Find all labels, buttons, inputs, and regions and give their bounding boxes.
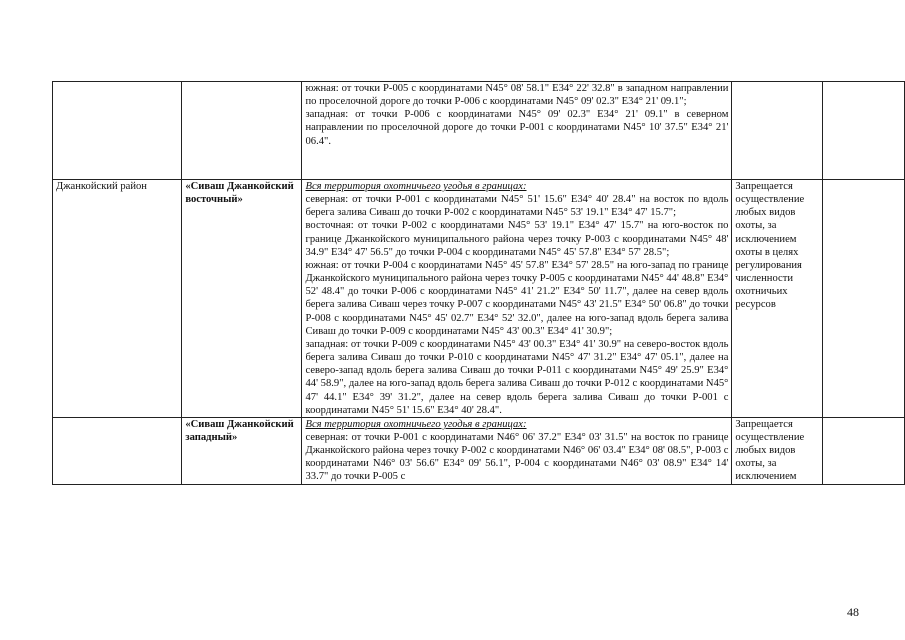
restriction-note-cell: Запрещается осуществление любых видов охоты, за исключением [732, 417, 822, 484]
restriction-note-cell: Запрещается осуществление любых видов охоты, за исключением охоты в целях регулирования численности охотничьих ресурсов [732, 180, 822, 418]
boundary-paragraph: северная: от точки P-001 с координатами N46° 06' 37.2" E34° 03' 31.5" на восток по границе Джанкойского района через точку P-002 с координатами N46° 06' 03.4" E34° 08' 08.5", P-003 с координатами N46° 03' 56.6" E34° 09' 56.1", P-004 с координатами N46° 03' 08.9" E34° 14' 33.7" до точки P-005 с [305, 431, 729, 483]
table-row [53, 180, 905, 418]
district-cell [53, 82, 182, 180]
boundary-description-cell [302, 180, 732, 418]
boundary-paragraph: южная: от точки P-004 с координатами N45° 45' 57.8" E34° 57' 28.5" на юго-запад по границе Джанкойского муниципального района через точку P-005 с координатами N45° 44' 48.8" E34° 52' 48.4" до точки P-006 с координатами N45° 41' 21.2" E34° 50' 11.7", далее на север вдоль берега залива Сиваш через точку P-007 с координатами N45° 43' 21.5" E34° 50' 06.8" до точки P-008 с координатами N45° 45' 02.7" E34° 52' 32.0", далее на юго-запад вдоль берега залива Сиваш до точки P-009 с координатами N45° 43' 00.3" E34° 41' 30.9"; [305, 259, 729, 337]
empty-cell [822, 180, 904, 418]
boundary-paragraph: западная: от точки P-006 с координатами N45° 09' 02.3" E34° 21' 09.1" в северном направлении по проселочной дороге до точки P-001 с координатами N45° 10' 37.5" E34° 21' 06.4". [305, 109, 729, 147]
boundary-paragraph: южная: от точки P-005 с координатами N45° 08' 58.1" E34° 22' 32.8" в западном направлении по проселочной дороге до точки P-006 с координатами N45° 09' 02.3" E34° 21' 09.1"; [305, 83, 729, 108]
ground-name-cell: «Сиваш Джанкойский западный» [182, 417, 302, 484]
boundary-description-cell [302, 82, 732, 180]
district-cell [53, 417, 182, 484]
boundary-paragraph: восточная: от точки P-002 с координатами N45° 53' 19.1" E34° 47' 15.7" на юго-восток по границе Джанкойского муниципального района через точку P-003 с координатами N45° 48' 34.9" E34° 47' 56.5" до точки P-004 с координатами N45° 45' 57.8" E34° 57' 28.5"; [305, 220, 729, 258]
hunting-grounds-table [52, 81, 905, 485]
ground-name-cell [182, 82, 302, 180]
ground-name-cell: «Сиваш Джанкойский восточный» [182, 180, 302, 418]
boundary-header: Вся территория охотничьего угодья в границах: [305, 418, 527, 430]
boundary-paragraph: западная: от точки P-009 с координатами N45° 43' 00.3" E34° 41' 30.9" на северо-восток вдоль берега залива Сиваш до точки P-010 с координатами N45° 47' 31.2" E34° 47' 05.1", далее на северо-запад вдоль берега залива Сиваш до точки P-011 с координатами N45° 49' 25.9" E34° 44' 58.9", далее на юго-запад вдоль берега залива Сиваш до точки P-012 с координатами N45° 47' 44.1" E34° 39' 31.2", далее на север вдоль берега залива Сиваш до точки P-001 с координатами N45° 51' 15.6" E34° 40' 28.4". [305, 338, 729, 416]
boundary-description-cell [302, 417, 732, 484]
empty-cell [822, 417, 904, 484]
table-row [53, 417, 905, 484]
table-row [53, 82, 905, 180]
page-number: 48 [847, 605, 859, 619]
district-cell: Джанкойский район [53, 180, 182, 418]
empty-cell [822, 82, 904, 180]
boundary-paragraph: северная: от точки P-001 с координатами N45° 51' 15.6" E34° 40' 28.4" на восток по вдоль берега залива Сиваш до точки P-002 с координатами N45° 53' 19.1" E34° 47' 15.7"; [305, 194, 729, 219]
boundary-header: Вся территория охотничьего угодья в границах: [305, 181, 527, 192]
restriction-note-cell [732, 82, 822, 180]
